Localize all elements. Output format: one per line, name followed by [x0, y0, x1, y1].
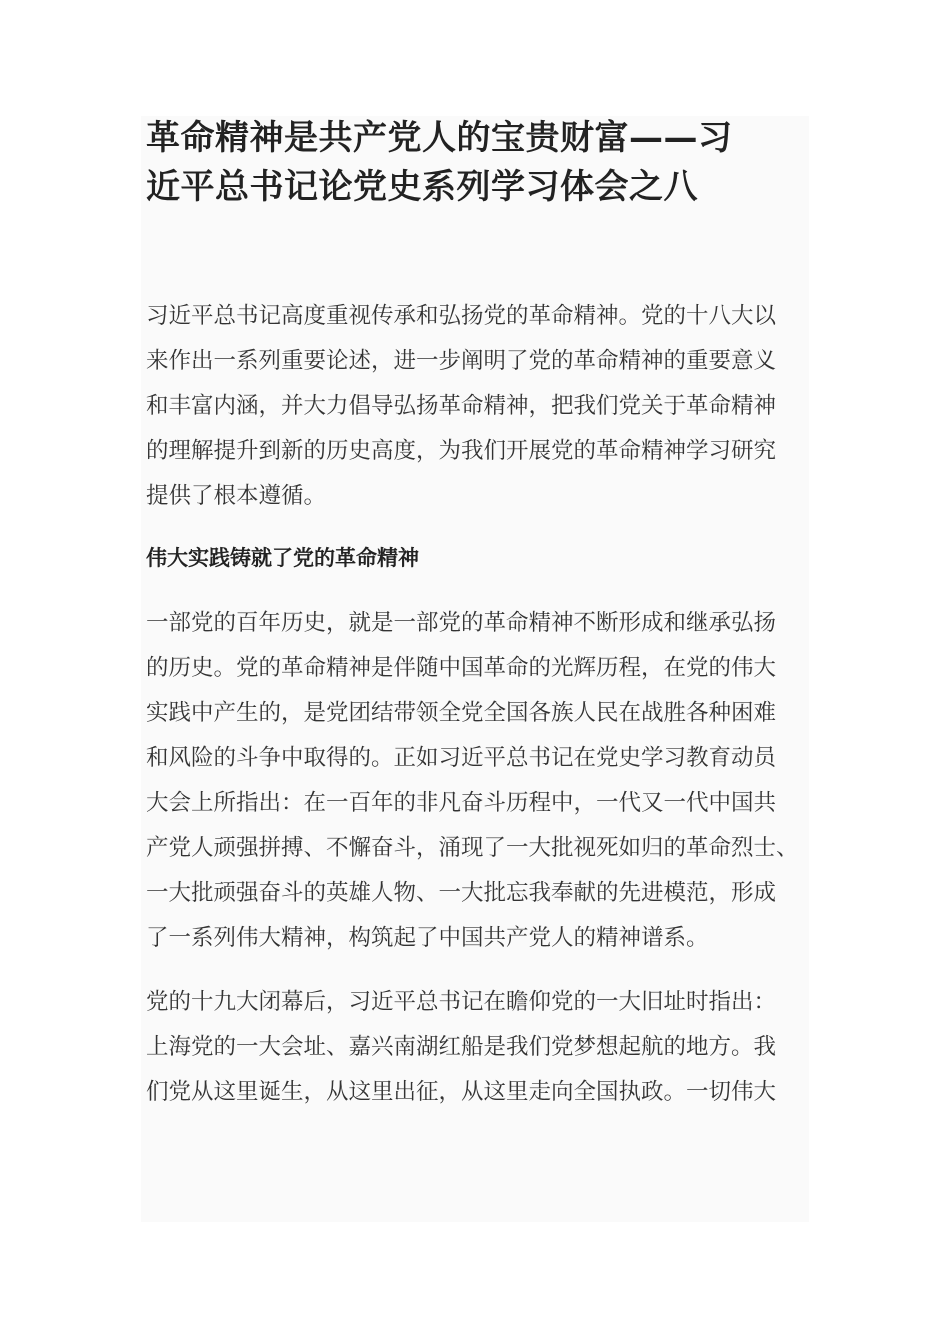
body-paragraph-1: 一部党的百年历史，就是一部党的革命精神不断形成和继承弘扬 的历史。党的革命精神是伴随中国革命的光辉历程，在党的伟大 实践中产生的，是党团结带领全党全国各族人民在战胜各种困难 和风险的斗争中取得的。正如习近平总书记在党史学习教育动员 大会上所指出：在一百年的非凡奋斗历程中，一代又一代中国共 产党人顽强拼搏、不懈奋斗，涌现了一大批视死如归的革命烈士、 一大批顽强奋斗的英雄人物、一大批忘我奉献的先进模范，形成 了一系列伟大精神，构筑起了中国共产党人的精神谱系。: [146, 610, 799, 951]
article-title: 革命精神是共产党人的宝贵财富——习 近平总书记论党史系列学习体会之八: [146, 118, 733, 207]
intro-paragraph: 习近平总书记高度重视传承和弘扬党的革命精神。党的十八大以 来作出一系列重要论述，进一步阐明了党的革命精神的重要意义 和丰富内涵，并大力倡导弘扬革命精神，把我们党关于革命精神 的理解提升到新的历史高度，为我们开展党的革命精神学习研究 提供了根本遵循。: [146, 303, 777, 509]
body-paragraph-2: 党的十九大闭幕后，习近平总书记在瞻仰党的一大旧址时指出： 上海党的一大会址、嘉兴南湖红船是我们党梦想起航的地方。我 们党从这里诞生，从这里出征，从这里走向全国执政。一切伟大: [146, 989, 777, 1105]
section-heading: 伟大实践铸就了党的革命精神: [146, 546, 419, 570]
